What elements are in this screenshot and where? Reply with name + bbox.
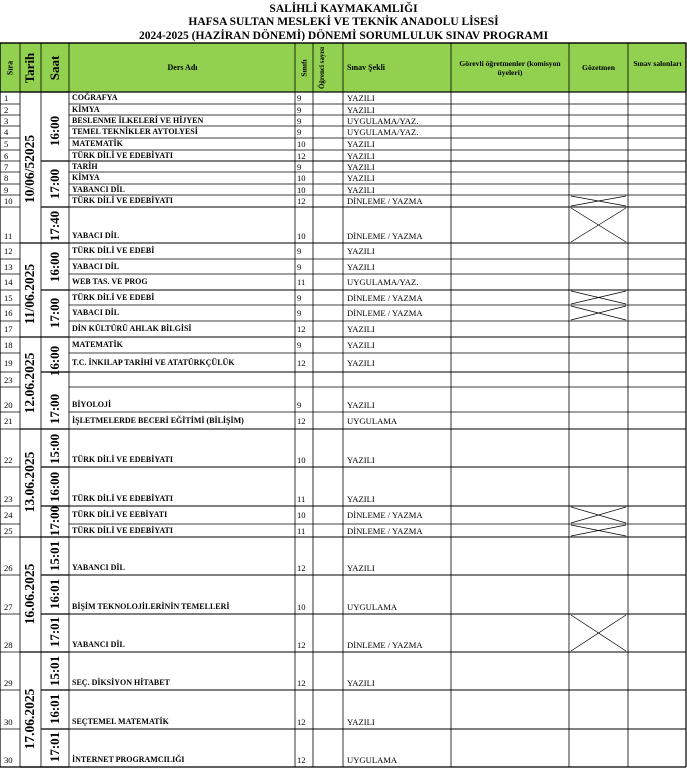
row-number: 24 [4, 510, 13, 520]
course-name: TÜRK DİLİ VE EDEBİYATI [72, 151, 173, 160]
class-level: 12 [297, 196, 306, 206]
course-name: MATEMATİK [72, 340, 123, 349]
exam-type: YAZILI [347, 494, 375, 504]
row-number: 9 [4, 185, 9, 195]
row-number: 23 [4, 494, 13, 504]
exam-type: UYGULAMA [347, 602, 398, 612]
exam-type: DİNLEME / YAZMA [347, 196, 423, 206]
class-level: 12 [297, 151, 306, 161]
time-label: 16:00 [47, 115, 62, 147]
row-number: 8 [4, 173, 9, 183]
class-level: 12 [297, 415, 306, 426]
col-header-ogrenci-text: Öğrenci sayısı [318, 46, 326, 90]
exam-type: YAZILI [347, 563, 375, 573]
row-number: 3 [4, 116, 9, 126]
time-label: 17:00 [47, 393, 62, 425]
class-level: 12 [297, 640, 306, 650]
course-name: TEMEL TEKNİKLER AYTOLYESİ [72, 127, 198, 136]
time-label: 15:00 [47, 433, 62, 465]
row-number: 20 [4, 400, 13, 410]
course-name: TÜRK DİLİ VE EDEBİYATI [72, 196, 173, 205]
course-name: İŞLETMELERDE BECERİ EĞİTİMİ (BİLİŞİM) [72, 415, 244, 425]
row-number: 6 [4, 151, 9, 161]
col-header-tarih: Tarih [22, 52, 37, 84]
class-level: 10 [297, 510, 306, 520]
course-name: TÜRK DİLİ VE EDEBİYATI [72, 494, 173, 503]
time-label: 16:01 [47, 693, 62, 725]
class-level: 10 [297, 602, 306, 612]
class-level: 11 [297, 277, 306, 287]
class-level: 10 [297, 455, 306, 465]
class-level: 9 [297, 116, 302, 126]
time-label: 16:00 [47, 471, 62, 503]
course-name: TÜRK DİLİ VE EEBİYATI [72, 510, 168, 519]
course-name: YABANCI DİL [72, 563, 125, 572]
row-number: 27 [4, 602, 13, 612]
row-number: 26 [4, 563, 13, 573]
course-name: TÜRK DİLİ VE EDEBİ [72, 292, 155, 302]
exam-type: YAZILI [347, 357, 375, 368]
time-label: 16:01 [47, 578, 62, 610]
course-name: WEB TAS. VE PROG [72, 277, 148, 286]
exam-type: YAZILI [347, 185, 375, 195]
row-number: 21 [4, 415, 13, 426]
row-number: 22 [4, 455, 13, 465]
exam-type: UYGULAMA/YAZ. [347, 116, 419, 126]
class-level: 10 [297, 185, 306, 195]
exam-type: YAZILI [347, 162, 375, 172]
row-number: 29 [4, 678, 13, 688]
row-number: 13 [4, 261, 13, 272]
col-header-sinif: Sınıfı [299, 59, 309, 77]
exam-type: DİNLEME / YAZMA [347, 510, 423, 520]
col-header-saat: Saat [47, 55, 62, 81]
row-number: 10 [4, 196, 13, 206]
row-number: 23 [4, 374, 13, 385]
course-name: YABACI DİL [72, 231, 120, 240]
row-number: 5 [4, 139, 9, 149]
class-level: 10 [297, 139, 306, 149]
course-name: TÜRK DİLİ VE EDEBİYATI [72, 525, 173, 535]
course-name: MATEMATİK [72, 139, 123, 148]
time-label: 16:00 [47, 345, 62, 377]
time-label: 15:01 [47, 540, 62, 572]
row-number: 15 [4, 292, 13, 303]
col-header-ogrenci [318, 46, 326, 90]
course-name: YABANCI DİL [72, 640, 125, 649]
exam-type: YAZILI [347, 340, 375, 350]
time-label: 15:01 [47, 655, 62, 687]
date-label: 12.06.2025 [22, 352, 37, 414]
exam-type: YAZILI [347, 151, 375, 161]
class-level: 9 [297, 400, 302, 410]
class-level: 9 [297, 292, 302, 303]
date-label: 17.06.2025 [22, 688, 37, 750]
course-name: BİYOLOJİ [72, 400, 112, 409]
course-name: BESLENME İLKELERİ VE HİJYEN [72, 116, 204, 125]
class-level: 12 [297, 563, 306, 573]
course-name: DİN KÜLTÜRÜ AHLAK BİLGİSİ [72, 324, 192, 333]
exam-type: YAZILI [347, 455, 375, 465]
col-header-salon: Sınav salonları [633, 59, 682, 68]
time-label: 17:00 [47, 168, 62, 200]
time-label: 17:00 [47, 505, 62, 537]
course-name: T.C. İNKILAP TARİHİ VE ATATÜRKÇÜLÜK [72, 357, 235, 367]
row-number: 30 [4, 755, 13, 765]
row-number: 14 [4, 277, 13, 287]
exam-type: DİNLEME / YAZMA [347, 292, 423, 303]
exam-type: YAZILI [347, 678, 375, 688]
class-level: 11 [297, 494, 306, 504]
course-name: YABACI DİL [72, 308, 120, 317]
exam-type: YAZILI [347, 261, 375, 272]
course-name: SEÇTEMEL MATEMATİK [72, 717, 169, 726]
course-name: YABANCI DİL [72, 185, 125, 194]
course-name: İNTERNET PROGRAMCILIĞI [72, 755, 185, 764]
exam-type: UYGULAMA [347, 415, 398, 426]
exam-type: DİNLEME / YAZMA [347, 640, 423, 650]
exam-type: YAZILI [347, 173, 375, 183]
exam-type: YAZILI [347, 93, 375, 103]
exam-type: UYGULAMA/YAZ. [347, 277, 419, 287]
exam-type: UYGULAMA [347, 755, 398, 765]
time-label: 17:01 [47, 616, 62, 648]
date-label: 16.06.2025 [22, 563, 37, 625]
exam-type: YAZILI [347, 246, 375, 256]
class-level: 12 [297, 717, 306, 727]
row-number: 17 [4, 324, 13, 334]
class-level: 9 [297, 127, 302, 137]
row-number: 11 [4, 231, 13, 241]
exam-type: YAZILI [347, 105, 375, 115]
class-level: 10 [297, 173, 306, 183]
class-level: 9 [297, 261, 302, 272]
col-header-gorevli: Görevli öğretmenler (komisyon üyeleri) [459, 59, 561, 77]
class-level: 10 [297, 231, 306, 241]
row-number: 7 [4, 162, 9, 172]
class-level: 11 [297, 525, 306, 536]
exam-type: UYGULAMA/YAZ. [347, 127, 419, 137]
col-header-sekil: Sınav Şekli [347, 63, 386, 72]
class-level: 9 [297, 340, 302, 350]
school-name-title: HAFSA SULTAN MESLEKİ VE TEKNİK ANADOLU LİSESİ [188, 16, 499, 28]
row-number: 18 [4, 340, 13, 350]
row-number: 30 [4, 717, 13, 727]
class-level: 12 [297, 755, 306, 765]
row-number: 16 [4, 308, 13, 318]
date-label: 13.06.2025 [22, 451, 37, 513]
exam-type: YAZILI [347, 324, 375, 334]
row-number: 25 [4, 525, 13, 536]
row-number: 28 [4, 640, 13, 650]
class-level: 9 [297, 105, 302, 115]
row-number: 19 [4, 357, 13, 368]
exam-type: DİNLEME / YAZMA [347, 231, 423, 241]
course-name: COĞRAFYA [72, 93, 118, 102]
course-name: SEÇ. DİKSİYON HİTABET [72, 678, 170, 687]
class-level: 9 [297, 162, 302, 172]
course-name: TÜRK DİLİ VE EDEBİ [72, 246, 155, 255]
row-number: 4 [4, 127, 9, 137]
class-level: 9 [297, 93, 302, 103]
col-header-ders: Ders Adı [167, 63, 198, 72]
exam-type: DİNLEME / YAZMA [347, 525, 423, 536]
course-name: KİMYA [72, 173, 100, 182]
class-level: 12 [297, 324, 306, 334]
school-district-title: SALİHLİ KAYMAKAMLIĞI [269, 3, 418, 15]
time-label: 16:00 [47, 251, 62, 283]
exam-type: YAZILI [347, 400, 375, 410]
time-label: 17:00 [47, 297, 62, 329]
exam-type: DİNLEME / YAZMA [347, 308, 423, 318]
class-level: 12 [297, 678, 306, 688]
col-header-sira: Sıra [5, 60, 15, 76]
exam-type: YAZILI [347, 717, 375, 727]
course-name: TARİH [72, 162, 98, 171]
course-name: TÜRK DİLİ VE EDEBİYATI [72, 455, 173, 464]
exam-type: YAZILI [347, 139, 375, 149]
row-number: 1 [4, 93, 9, 103]
class-level: 12 [297, 357, 306, 368]
time-label: 17:01 [47, 731, 62, 763]
col-header-gozetmen: Gözetmen [582, 63, 615, 72]
date-label: 11/06.2025 [22, 263, 37, 325]
class-level: 9 [297, 308, 302, 318]
exam-program-title: 2024-2025 (HAZİRAN DÖNEMİ) DÖNEMİ SORUMLULUK SINAV PROGRAMI [138, 30, 549, 42]
row-number: 12 [4, 246, 13, 256]
course-name: YABACI DİL [72, 261, 120, 271]
course-name: KİMYA [72, 105, 100, 114]
time-label: 17:40 [47, 210, 62, 242]
row-number: 2 [4, 105, 9, 115]
date-label: 10/06/52025 [22, 134, 37, 204]
class-level: 9 [297, 246, 302, 256]
course-name: BİŞİM TEKNOLOJİLERİNİN TEMELLERİ [72, 602, 230, 611]
